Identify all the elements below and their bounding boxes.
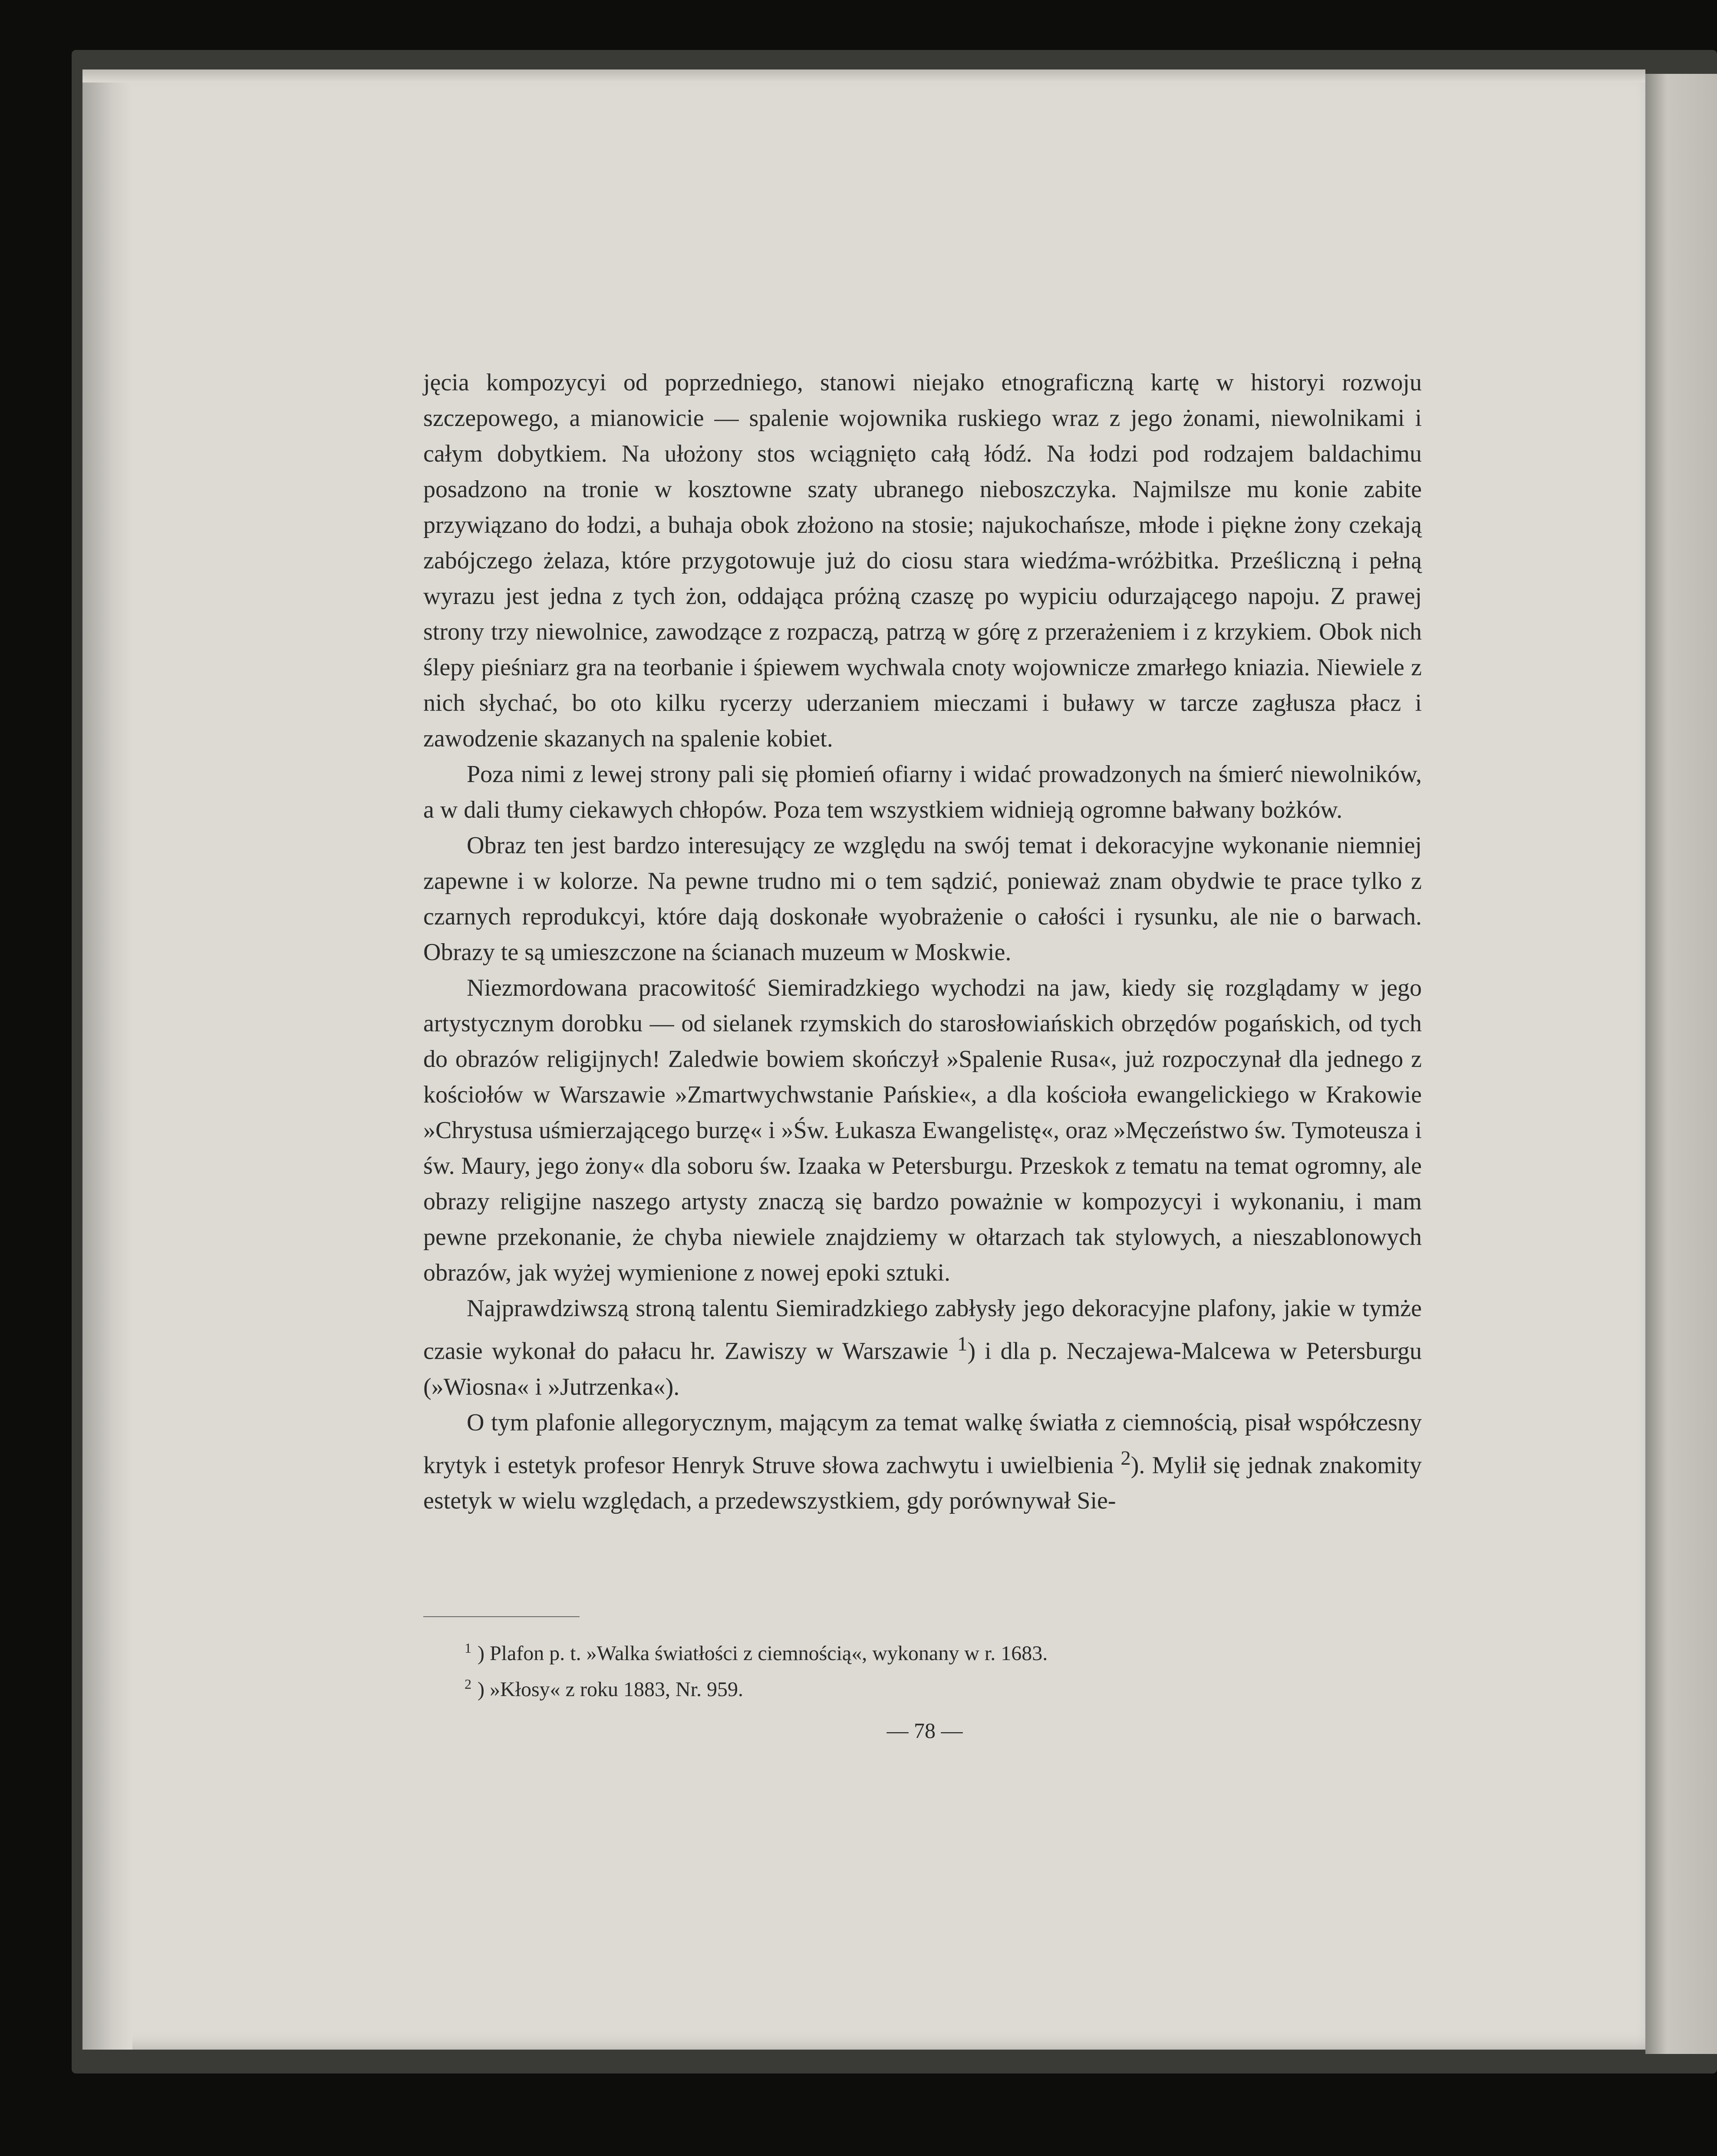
paragraph-6 xyxy=(423,1405,1422,1519)
footnote-1-mark: 1 xyxy=(465,1640,471,1656)
facing-page-edge xyxy=(1645,74,1717,2054)
paragraph-5-text: Najprawdziwszą stroną talentu Siemiradzkiego zabłysły jego dekoracyjne plafony, jakie w tymże czasie wykonał do pałacu hr. Zawiszy w Warszawie xyxy=(423,1295,1422,1365)
paragraph-2: Poza nimi z lewej strony pali się płomień ofiarny i widać prowadzonych na śmierć niewolników, a w dali tłumy ciekawych chłopów. Poza tem wszystkiem widnieją ogromne bałwany bożków. xyxy=(423,761,1422,823)
main-text xyxy=(423,365,1422,1519)
paragraph-6-text-end: ). Mylił się jednak znakomity estetyk w wielu względach, a przedewszystkiem, gdy porównywał Sie- xyxy=(423,1452,1422,1515)
footnotes xyxy=(465,1633,1420,1705)
footnote-2 xyxy=(465,1669,1420,1705)
paragraph-5 xyxy=(423,1291,1422,1405)
footnote-1 xyxy=(465,1633,1420,1669)
footnote-ref-2: 2 xyxy=(1120,1446,1131,1469)
paragraph-6-text: O tym plafonie allegorycznym, mającym za temat walkę światła z ciemnością, pisał współczesny krytyk i estetyk profesor Henryk Struve słowa zachwytu i uwielbienia xyxy=(423,1409,1422,1479)
paragraph-1: jęcia kompozycyi od poprzedniego, stanowi niejako etnograficzną kartę w historyi rozwoju szczepowego, a mianowicie — spalenie wojownika ruskiego wraz z jego żonami, niewolnikami i całym dobytkiem. Na ułożony stos wciągnięto całą łódź. Na łodzi pod rodzajem baldachimu posadzono na tronie w kosztowne szaty ubranego nieboszczyka. Najmilsze mu konie zabite przywiązano do łodzi, a buhaja obok złożono na stosie; najukochańsze, młode i piękne żony czekają zabójczego żelaza, które przygotowuje już do ciosu stara wiedźma-wróżbitka. Prześliczną i pełną wyrazu jest jedna z tych żon, oddająca próżną czaszę po wypiciu odurzającego napoju. Z prawej strony trzy niewolnice, zawodzące z rozpaczą, patrzą w górę z przerażeniem i z krzykiem. Obok nich ślepy pieśniarz gra na teorbanie i śpiewem wychwala cnoty wojownicze zmarłego kniazia. Niewiele z nich słychać, bo oto kilku rycerzy uderzaniem mieczami i buławy w tarcze zagłusza płacz i zawodzenie skazanych na spalenie kobiet. xyxy=(423,369,1422,752)
paragraph-4: Niezmordowana pracowitość Siemiradzkiego wychodzi na jaw, kiedy się rozglądamy w jego artystycznym dorobku — od sielanek rzymskich do starosłowiańskich obrzędów pogańskich, od tych do obrazów religijnych! Zaledwie bowiem skończył »Spalenie Rusa«, już rozpoczynał dla jednego z kościołów w Warszawie »Zmartwychwstanie Pańskie«, a dla kościoła ewangelickiego w Krakowie »Chrystusa uśmierzającego burzę« i »Św. Łukasza Ewangelistę«, oraz »Męczeństwo św. Tymoteusza i św. Maury, jego żony« dla soboru św. Izaaka w Petersburgu. Przeskok z tematu na temat ogromny, ale obrazy religijne naszego artysty znaczą się bardzo poważnie w kompozycyi i wykonaniu, i mam pewne przekonanie, że chyba niewiele znajdziemy w ołtarzach tak stylowych, a nieszablonowych obrazów, jak wyżej wymienione z nowej epoki sztuki. xyxy=(423,974,1422,1286)
footnote-2-mark: 2 xyxy=(465,1676,471,1692)
footnote-2-text: ) »Kłosy« z roku 1883, Nr. 959. xyxy=(478,1678,743,1701)
paragraph-5-text-end: ) i dla p. Neczajewa-Malcewa w Petersburgu (»Wiosna« i »Jutrzenka«). xyxy=(423,1337,1422,1400)
page-gutter-shadow xyxy=(82,69,132,2050)
paragraph-3: Obraz ten jest bardzo interesujący ze względu na swój temat i dekoracyjne wykonanie niemniej zapewne i w kolorze. Na pewne trudno mi o tem sądzić, ponieważ znam obydwie te prace tylko z czarnych reprodukcyi, które dają doskonałe wyobrażenie o całości i rysunku, ale nie o barwach. Obrazy te są umieszczone na ścianach muzeum w Moskwie. xyxy=(423,832,1422,966)
page-number: — 78 — xyxy=(887,1718,963,1743)
footnote-1-text: ) Plafon p. t. »Walka światłości z ciemnością«, wykonany w r. 1683. xyxy=(478,1642,1048,1665)
footnote-divider xyxy=(423,1616,580,1617)
page-top-edge xyxy=(82,69,1645,83)
footnote-ref-1: 1 xyxy=(957,1333,968,1355)
